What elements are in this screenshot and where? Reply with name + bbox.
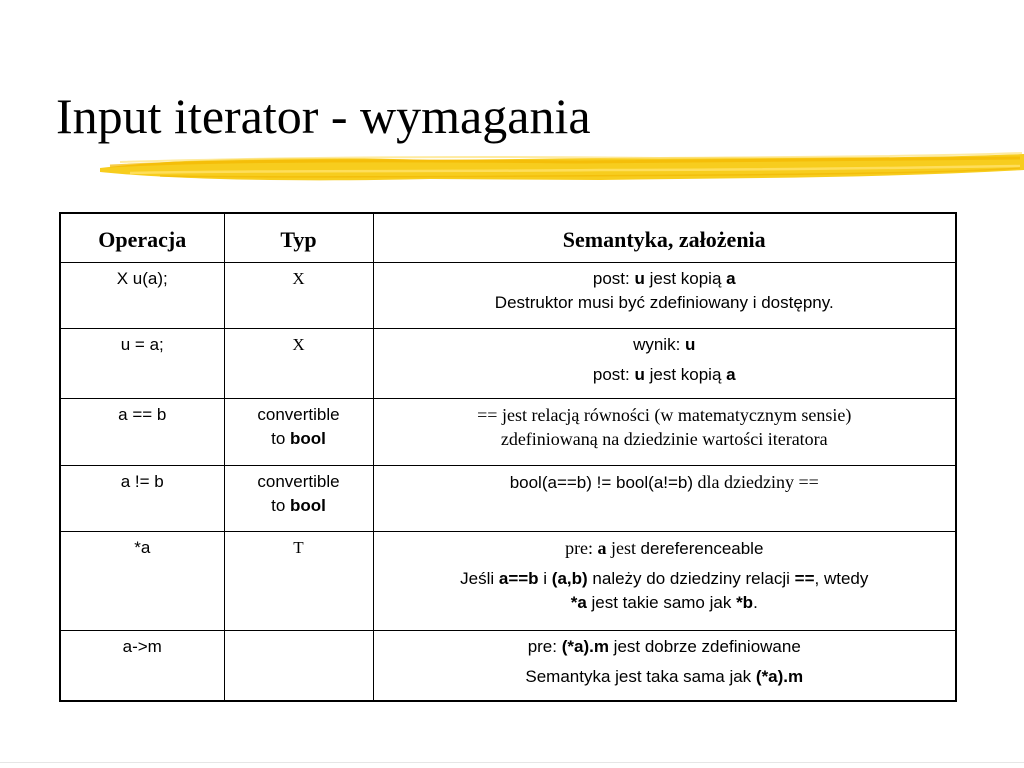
sem-code: a bbox=[597, 538, 607, 558]
sem-code: *a bbox=[570, 593, 587, 612]
type-text: T bbox=[293, 538, 304, 557]
sem-code: == bbox=[794, 569, 815, 588]
sem-code: a==b bbox=[498, 569, 539, 588]
sem-code: u bbox=[685, 335, 696, 354]
op-text: *a bbox=[134, 538, 151, 557]
op-text: a != b bbox=[120, 472, 164, 491]
type-text: X bbox=[292, 269, 305, 288]
semantics-cell bbox=[373, 263, 956, 329]
sem-text: i bbox=[538, 569, 552, 588]
semantics-cell bbox=[373, 631, 956, 702]
op-cell bbox=[60, 466, 224, 532]
type-cell bbox=[224, 466, 373, 532]
type-text: to bbox=[271, 496, 290, 515]
op-cell bbox=[60, 329, 224, 399]
sem-code: u bbox=[634, 365, 645, 384]
header-operacja: Operacja bbox=[60, 213, 224, 263]
header-semantyka: Semantyka, założenia bbox=[373, 213, 956, 263]
type-cell bbox=[224, 329, 373, 399]
table-header-row bbox=[60, 213, 956, 263]
footer-divider bbox=[0, 762, 1024, 763]
op-cell bbox=[60, 263, 224, 329]
sem-text: zdefiniowaną na dziedzinie wartości iteratora bbox=[500, 429, 828, 449]
sem-text: jest takie samo jak bbox=[586, 593, 737, 612]
sem-text: , wtedy bbox=[814, 569, 869, 588]
type-cell bbox=[224, 399, 373, 466]
table-row bbox=[60, 399, 956, 466]
type-cell bbox=[224, 263, 373, 329]
sem-text: post: bbox=[592, 365, 635, 384]
semantics-cell bbox=[373, 399, 956, 466]
op-cell bbox=[60, 399, 224, 466]
header-typ: Typ bbox=[224, 213, 373, 263]
sem-text: Jeśli bbox=[460, 569, 499, 588]
sem-text: jest dobrze zdefiniowane bbox=[608, 637, 801, 656]
table-row bbox=[60, 532, 956, 631]
sem-text: Semantyka jest taka sama jak bbox=[525, 667, 756, 686]
op-text: a->m bbox=[122, 637, 162, 656]
semantics-cell bbox=[373, 329, 956, 399]
operations-table bbox=[59, 212, 957, 702]
sem-text: . bbox=[753, 593, 758, 612]
op-text: X u(a); bbox=[116, 269, 168, 288]
sem-code: (a,b) bbox=[551, 569, 588, 588]
sem-code: a bbox=[726, 269, 736, 288]
sem-text: == jest relacją równości (w matematycznym sensie) bbox=[477, 405, 852, 425]
sem-text: jest bbox=[606, 538, 641, 558]
op-text: a == b bbox=[118, 405, 167, 424]
type-text: convertible bbox=[257, 405, 340, 424]
op-cell bbox=[60, 631, 224, 702]
type-code: bool bbox=[290, 496, 326, 515]
sem-code: a bbox=[726, 365, 736, 384]
type-text: convertible bbox=[257, 472, 340, 491]
sem-text: jest kopią bbox=[644, 269, 727, 288]
table-row bbox=[60, 631, 956, 702]
type-cell bbox=[224, 532, 373, 631]
type-text: X bbox=[292, 335, 305, 354]
sem-code: *b bbox=[736, 593, 754, 612]
sem-text: dereferenceable bbox=[640, 539, 764, 558]
sem-code: (*a).m bbox=[755, 667, 804, 686]
sem-text: Destruktor musi być zdefiniowany i dostępny. bbox=[494, 293, 834, 312]
sem-text: dla dziedziny == bbox=[693, 472, 819, 492]
sem-text: pre: bbox=[565, 538, 598, 558]
type-code: bool bbox=[290, 429, 326, 448]
highlighter-stroke bbox=[100, 148, 1024, 188]
sem-text: wynik: bbox=[633, 335, 686, 354]
op-cell bbox=[60, 532, 224, 631]
sem-code: (*a).m bbox=[561, 637, 609, 656]
sem-code: bool(a==b) != bool(a!=b) bbox=[509, 473, 694, 492]
table-row bbox=[60, 263, 956, 329]
type-cell bbox=[224, 631, 373, 702]
table-row bbox=[60, 329, 956, 399]
semantics-cell bbox=[373, 532, 956, 631]
semantics-cell bbox=[373, 466, 956, 532]
slide-title: Input iterator - wymagania bbox=[56, 88, 591, 144]
sem-text: należy do dziedziny relacji bbox=[587, 569, 795, 588]
sem-text: pre: bbox=[527, 637, 562, 656]
table-row bbox=[60, 466, 956, 532]
sem-text: jest kopią bbox=[644, 365, 727, 384]
op-text: u = a; bbox=[120, 335, 164, 354]
sem-text: post: bbox=[592, 269, 635, 288]
type-text: to bbox=[271, 429, 290, 448]
sem-code: u bbox=[634, 269, 645, 288]
